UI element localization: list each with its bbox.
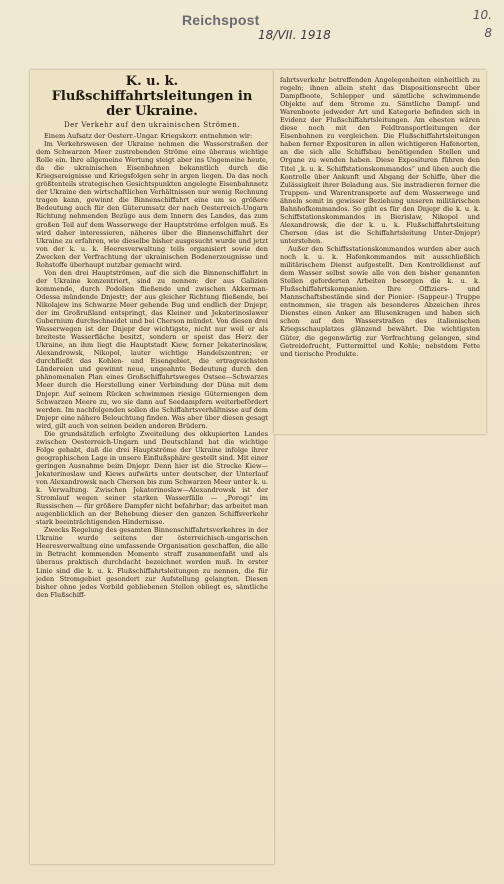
clipping-column-1 [30, 70, 274, 864]
handwritten-date: 18/VII. 1918 [258, 28, 331, 42]
page-number-second: 8 [484, 26, 492, 40]
column-2-text [280, 76, 480, 358]
paragraph: Einem Aufsatz der Oesterr.-Ungar. Kriegskorr. entnehmen wir: [44, 132, 253, 140]
article-subtitle: Der Verkehr auf den ukrainischen Strömen. [64, 121, 240, 129]
page-number-top: 10. [472, 8, 492, 22]
paragraph: Außer den Schiffsstationskommandos wurden aber auch noch k. u. k. Hafenkommandos mit ausschließlich militärischem Dienst aufgestellt. Den Kontrolldienst auf dem Wasser selbst sowie alle von den bisher genannten Stellen geforderten Arbeiten besorgen die k. u. k. Flußschiffahrtskompanien. Ihre Offiziers- und Mannschaftsbestände sind der Pionier- (Sappeur-) Truppe entnommen, sie tragen als besonderes Abzeichen ihres Dienstes einen Anker am Blusenkragen und haben sich schon auf den Wasserstraßen des italienischen Kriegsschauplatzes glänzend bewährt. Die wichtigsten Güter, die gegenwärtig zur Verfrachtung gelangen, sind Getreidefrucht, Futtermittel und Kohle; nebstdem Fette und tierische Produkte. [280, 244, 480, 358]
article-title: K. u. k. Flußschiffahrtsleitungen in der Ukraine. [51, 74, 253, 119]
paragraph: fahrtsverkehr betreffenden Angelegenheiten einheitlich zu regeln; ihnen allein steht das Dispositionsrecht über Dampfboote, Schlepper und sämtliche schwimmende Objekte auf dem Strome zu. Sämtliche Dampf- und Warenboote jedweder Art und Kategorie befinden sich in Evidenz der Flußschiffahrtsleitungen. Am ehesten wären diese noch mit den Feldtransportleitungen der Eisenbahnen zu vergleichen. Die Flußschiffahrtsleitungen haben ferner Exposituren in allen wichtigeren Hafenorten, an die sich alle Schiffsbau benötigenden Stellen und Organe zu wenden haben. Diese Exposituren führen den Titel „k. u. k. Schiffstationskommandos“ und üben auch die Kontrolle über Ankunft und Abgang der Schiffe, über die Zulässigkeit ihrer Beladung aus. Sie instradieren ferner die Truppen- und Warentransporte auf dem Wasserwege und ähneln somit in gewisser Beziehung unseren militärischen Bahnhofkommandos. So gibt es für den Dnjepr die k. u. k. Schiffstationskommandos in Bierislaw, Nikopol und Alexandrowsk, die der k. u. k. Flußschiffahrtsleitung Cherson (das ist die Schiffahrtsleitung Unter-Dnjepr) unterstehen. [280, 76, 480, 245]
paragraph: Zwecks Regelung des gesamten Binnenschiffahrtsverkehres in der Ukraine wurde seitens der österreichisch-ungarischen Heeresverwaltung eine umfassende Organisation geschaffen, die alle in Betracht kommenden Momente straff zusammenfaßt und als überaus praktisch durchdacht bezeichnet werden muß. In erster Linie sind die k. u. k. Flußschiffahrtsleitungen zu nennen, die für jeden Stromgebiet gesondert zur Aufstellung gelangten. Diesen bisher ohne jedes Vorbild gebliebenen Stellen obliegt es, sämtliche den Flußschiff- [36, 526, 268, 599]
paragraph: Im Verkehrswesen der Ukraine nehmen die Wasserstraßen der dem Schwarzen Meer zustrebenden Ströme eine überaus wichtige Rolle ein. Ihre allgemeine Wertung steigt aber ins Ungemeine heute, da die ukrainischen Eisenbahnen bekanntlich durch die Kriegsereignisse und Kriegsfolgen sehr in argen liegen. Da das noch größtenteils strategischen Gesichtspunkten angelegte Eisenbahnnetz der Ukraine den wirtschaftlichen Verhältnissen nur wenig Rechnung tragen kann, gewinnt die Binnenschiffahrt eine um so größere Bedeutung auch für den Güterumsatz der nach Oesterreich-Ungarn Richtung nehmenden Bezüge aus dem Innern des Landes, das zum großen Teil auf dem Wasserwege der Hauptströme erfolgen muß. Es wird daher interessieren, näheres über die Binnenschiffahrt der Ukraine zu erfahren, wie dieselbe bisher ausgesucht wurde und jetzt von der k. u. k. Heeresverwaltung teils organisiert sowie den Zwecken der Verfrachtung der ukrainischen Bodenerzeugnisse und Rohstoffe überhaupt nutzbar gemacht wird. [36, 140, 268, 269]
paragraph: Von den drei Hauptströmen, auf die sich die Binnenschiffahrt in der Ukraine konzentriert, sind zu nennen: der aus Galizien kommende, durch Podolien fließende und zwischen Akkerman-Odessa mündende Dnjestr; der aus gleicher Richtung fließende, bei Nikolajew ins Schwarze Meer gehende Bug und endlich der Dnjepr, der im Großrußland entspringt, das Kleiner und Jekaterinoslawer Gubernium durchschneidet und bei Cherson mündet. Von diesen drei Wasserwegen ist der Dnjepr der wichtigste, nicht nur weil er als breiteste Wasserfläche besitzt, sondern er speist das Herz der Ukraine, an ihm liegt die Hauptstadt Kiew, ferner Jekaterinoslaw, Alexandrowsk, Nikopol, lauter wichtige Handelszentren; er durchfließt das Kohlen- und Eisengebiet, die ertragreichsten Ländereien und gewinnt neue, ungeahnte Bedeutung durch den phänomenalen Plan eines Großschiffahrtsweges Ostsee—Schwarzes Meer durch die Herstellung einer Verbindung der Düna mit dem Dnjepr. Auf seinem Rücken schwimmen riesige Gütermengen dem Schwarzen Meere zu, wo sie dann auf Seedampfern weiterbefördert werden. Im nachfolgenden sollen die Schiffahrtsverhältnisse auf dem Dnjepr eine nähere Beleuchtung finden. Was aber über diesen gesagt wird, gilt auch von seinen beiden anderen Brüdern. [36, 268, 268, 430]
clipping-column-2 [274, 70, 486, 434]
publication-name: Reichspost [182, 12, 260, 28]
paragraph: Die grundsätzlich erfolgte Zweiteilung des okkupierten Landes zwischen Oesterreich-Ungarn und Deutschland hat die wichtige Folge gehabt, daß die drei Hauptströme der Ukraine infolge ihrer geographischen Lage in unsere Einflußsphäre gestellt sind. Mit einer geringen Ausnahme beim Dnjepr. Denn hier ist die Strecke Kiew—Jekaterinoslaw und Kiews aufwärts unter deutscher, der Unterlauf von Alexandrowsk nach Cherson bis zum Schwarzen Meer unter k. u. k. Verwaltung. Zwischen Jekaterinoslaw—Alexandrowsk ist der Stromlauf wegen seiner starken Wasserfälle — „Porogi“ im Russischen — für größere Dampfer nicht befahrbar; das arbeitet man augenblicklich an der Behebung dieser den ganzen Schiffsverkehr stark beeinträchtigenden Hindernisse. [36, 429, 268, 527]
column-1-text [36, 132, 268, 599]
